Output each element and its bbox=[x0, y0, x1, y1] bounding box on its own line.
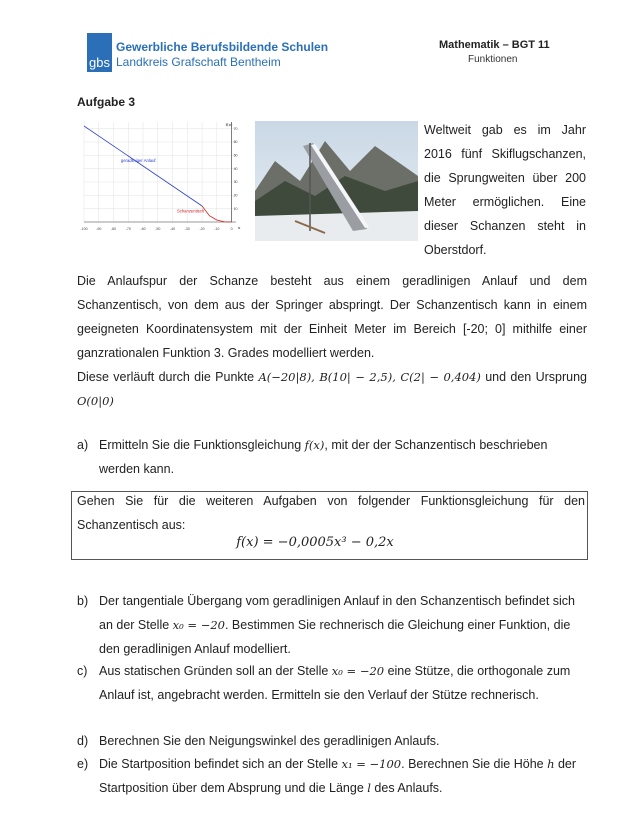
points-formula: A(−20|8), B(10| − 2,5), C(2| − 0,404) bbox=[258, 370, 481, 384]
x-tick-label: -40 bbox=[169, 227, 176, 231]
ski-jump-photo bbox=[255, 121, 418, 241]
y-axis-label: f(x) bbox=[225, 122, 233, 127]
series-label-anlauf: geradliniger Anlauf bbox=[120, 158, 156, 163]
x-tick-label: 0 bbox=[230, 227, 233, 231]
x-axis-label: x bbox=[238, 225, 241, 230]
subject-title: Mathematik – BGT 11 bbox=[439, 39, 550, 51]
task-title: Aufgabe 3 bbox=[77, 95, 136, 109]
y-tick-label: 40 bbox=[233, 166, 238, 171]
chart-background bbox=[76, 116, 244, 234]
task-c: c) Aus statischen Gründen soll an der Stelle x₀ = −20 eine Stütze, die orthogonale zum Anlauf ist, angebracht werden. Ermitteln sie den Verlauf der Stütze rechnerisch. bbox=[77, 664, 571, 702]
series-label-schanzentisch: Schanzentisch bbox=[176, 208, 205, 214]
ski-jump-chart bbox=[76, 116, 244, 234]
y-tick-label: 20 bbox=[233, 193, 238, 198]
school-district: Landkreis Grafschaft Bentheim bbox=[116, 55, 281, 69]
task-d: d) Berechnen Sie den Neigungswinkel des geradlinigen Anlaufs. bbox=[77, 734, 440, 748]
task-e: e) Die Startposition befindet sich an der Stelle x₁ = −100. Berechnen Sie die Höhe h der Startposition über dem Absprung und die Länge l des Anlaufs. bbox=[77, 757, 577, 795]
x-tick-label: -70 bbox=[125, 227, 131, 231]
school-name: Gewerbliche Berufsbildende Schulen bbox=[116, 40, 329, 54]
y-tick-label: 60 bbox=[233, 140, 238, 145]
x-tick-label: -20 bbox=[199, 227, 205, 231]
school-logo: gbs bbox=[87, 33, 112, 72]
x-tick-label: -80 bbox=[110, 227, 117, 231]
topic-title: Funktionen bbox=[468, 54, 518, 65]
y-tick-label: 30 bbox=[233, 180, 238, 185]
task-a: a) Ermitteln Sie die Funktionsgleichung f(x), mit der der Schanzentisch beschrieben werden kann. bbox=[77, 438, 548, 476]
y-tick-label: 50 bbox=[233, 153, 238, 158]
origin-formula: O(0|0) bbox=[77, 394, 114, 408]
x-tick-label: -90 bbox=[96, 227, 102, 231]
x-tick-label: -60 bbox=[140, 227, 146, 231]
x-tick-label: -50 bbox=[155, 227, 161, 231]
paragraph-description: Die Anlaufspur der Schanze besteht aus einem geradlinigen Anlauf und dem Schanzentisch, von dem aus der Springer abspringt. Der Schanzentisch kann in einem geeigneten Koordinatensystem mit der Einheit Meter im Bereich [-20; 0] mithilfe einer ganzrationalen Funktion 3. Grades modelliert werden. bbox=[77, 274, 587, 360]
paragraph-points: Diese verläuft durch die Punkte A(−20|8), B(10| − 2,5), C(2| − 0,404) und den Ursprung O(0|0) bbox=[77, 370, 587, 408]
y-tick-label: 10 bbox=[233, 206, 238, 211]
x-tick-label: -10 bbox=[214, 227, 220, 231]
intro-text: Weltweit gab es im Jahr 2016 fünf Skiflugschanzen, die Sprungweiten über 200 Meter ermöglichen. Eine dieser Schanzen steht in Oberstdorf. bbox=[424, 123, 586, 257]
x-tick-label: -30 bbox=[184, 227, 190, 231]
equation-formula: f(x) = −0,0005x³ − 0,2x bbox=[236, 535, 394, 550]
y-tick-label: 70 bbox=[233, 126, 238, 131]
task-b: b) Der tangentiale Übergang vom geradlinigen Anlauf in den Schanzentisch befindet sich an der Stelle x₀ = −20. Bestimmen Sie rechnerisch die Gleichung einer Funktion, die den geradlinigen Anlauf modelliert. bbox=[77, 594, 576, 656]
x-tick-label: -100 bbox=[80, 227, 88, 231]
equation-box-text: Gehen Sie für die weiteren Aufgaben von folgender Funktionsgleichung für den Schanzentisch aus: bbox=[77, 494, 585, 532]
